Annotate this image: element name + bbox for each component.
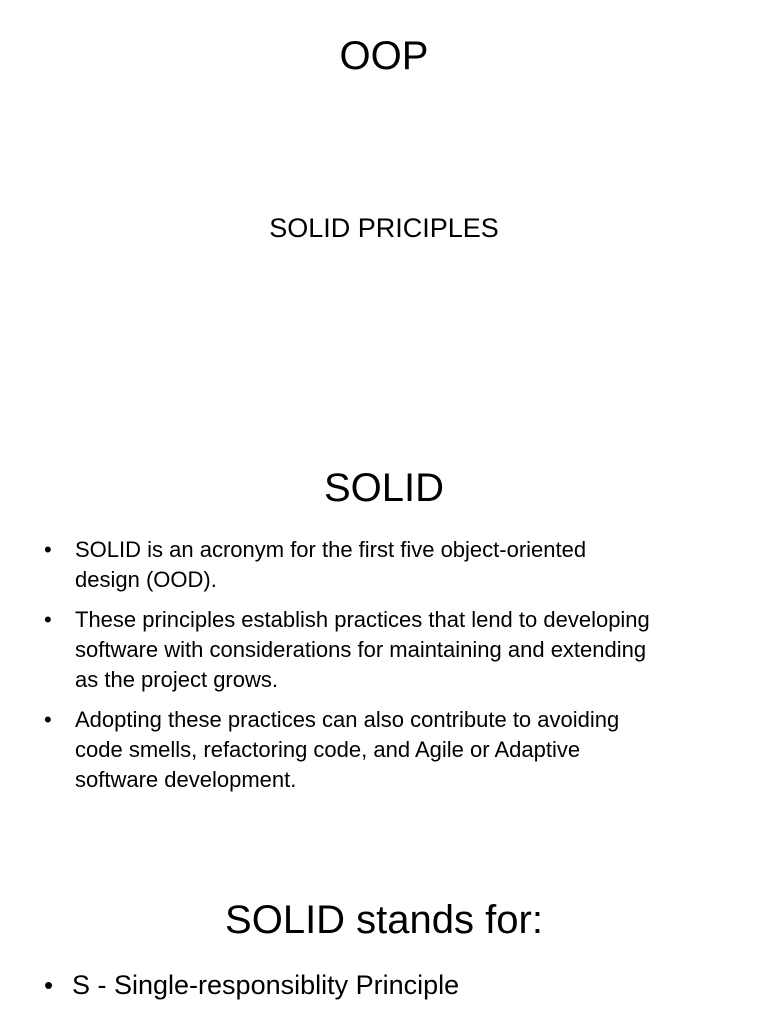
slide-title: SOLID bbox=[323, 466, 445, 510]
bullet-icon: • bbox=[44, 607, 52, 632]
bullet-icon: • bbox=[44, 707, 52, 732]
bullet-icon: • bbox=[44, 970, 54, 1000]
slide-subtitle: SOLID PRICIPLES bbox=[269, 213, 499, 243]
slide-title: OOP bbox=[339, 34, 429, 78]
bullet-text: Adopting these practices can also contribute to avoiding code smells, refactoring code, and Agile or Adaptive software development. bbox=[75, 707, 620, 792]
bullet-text: S - Single-responsiblity Principle bbox=[72, 970, 460, 1000]
bullet-text: SOLID is an acronym for the first five object-oriented design (OOD). bbox=[75, 537, 587, 592]
slide-title: SOLID stands for: bbox=[225, 898, 543, 942]
bullet-icon: • bbox=[44, 537, 52, 562]
bullet-text: These principles establish practices that lend to developing software with considerations for maintaining and extending as the project grows. bbox=[75, 607, 650, 692]
